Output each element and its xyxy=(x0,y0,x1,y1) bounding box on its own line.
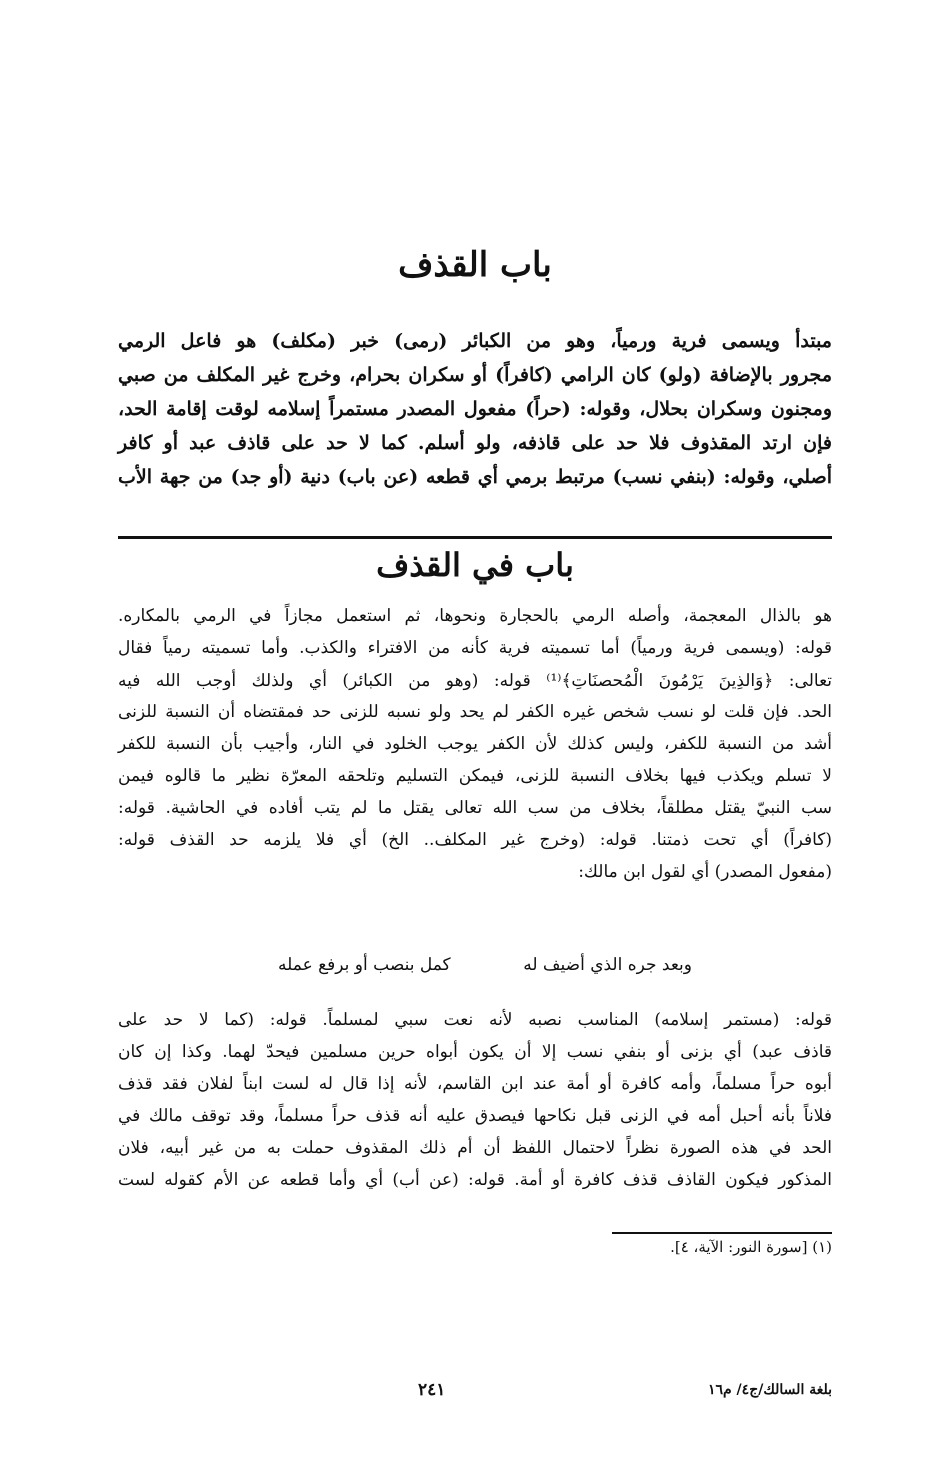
footnote-divider xyxy=(612,1232,832,1234)
text-line: سب النبيّ يقتل مطلقاً، بخلاف من سب الله تعالى يقتل ما لم يتب أفاده في الحاشية. قوله: xyxy=(118,798,832,818)
text-line: فلاناً بأنه أحبل أمه في الزنى قبل نكاحها فيصدق عليه أنه قذف حراً مسلماً، وقد توقف مالك في xyxy=(118,1106,832,1126)
text-line: أبوه حراً مسلماً، وأمه كافرة أو أمة عند ابن القاسم، لأنه إذا قال له لست ابناً لفلان فقد قذف xyxy=(118,1074,832,1094)
verse-first-hemistich: وبعد جره الذي أضيف له xyxy=(523,955,692,975)
text-line: لا تسلم ويكذب فيها بخلاف النسبة للزنى، فيمكن التسليم وتلحقه المعرّة نظير ما قالوه فيمن xyxy=(118,766,832,786)
text-line: قوله: (ويسمى فرية ورمياً) أما تسميته فرية كأنه من الافتراء والكذب. وأما تسميته رمياً فقال xyxy=(118,638,832,658)
text-line: تعالى: ﴿وَالذِينَ يَرْمُونَ الْمُحصنَاتِ﴾⁽¹⁾ قوله: (وهو من الكبائر) أي ولذلك أوجب الله فيه xyxy=(118,671,832,691)
text-line: أشد من النسبة للكفر، وليس كذلك لأن الكفر يوجب الخلود في النار، وأجيب بأن النسبة للكفر xyxy=(118,734,832,754)
text-line: الحد. فإن قلت لو نسب شخص غيره الكفر لم يحد ولو نسبه للزنى حد فمقتضاه أن النسبة للزنى xyxy=(118,702,832,722)
text-line: (كافراً) أي تحت ذمتنا. قوله: (وخرج غير المكلف.. الخ) أي فلا يلزمه حد القذف قوله: xyxy=(118,830,832,850)
text-line: هو بالذال المعجمة، وأصله الرمي بالحجارة ونحوها، ثم استعمل مجازاً في الرمي بالمكاره. xyxy=(118,606,832,626)
section-divider xyxy=(118,536,832,539)
text-line: قوله: (مستمر إسلامه) المناسب نصبه لأنه نعت سبي لمسلماً. قوله: (كما لا حد على xyxy=(118,1010,832,1030)
text-line: أصلي، وقوله: (بنفي نسب) مرتبط برمي أي قطعه (عن باب) دنية (أو جد) من جهة الأب xyxy=(118,466,832,488)
main-title: باب القذف xyxy=(398,245,552,285)
text-line: المذكور فيكون القاذف قذف كافرة أو أمة. قوله: (عن أب) أي وأما قطعه عن الأم كقوله لست xyxy=(118,1170,832,1190)
printer-signature: بلغة السالك/ج٤/ م١٦ xyxy=(707,1382,832,1398)
text-line: فإن ارتد المقذوف فلا حد على قاذفه، ولو أسلم. كما لا حد على قاذف عبد أو كافر xyxy=(118,432,832,454)
text-line: مجرور بالإضافة (ولو) كان الرامي (كافراً) أو سكران بحرام، وخرج غير المكلف من صبي xyxy=(118,364,832,386)
commentary-title: باب في القذف xyxy=(376,546,574,584)
text-line: الحد في هذه الصورة نظراً لاحتمال اللفظ أن أم ذلك المقذوف حملت به من غير أبيه، فلان xyxy=(118,1138,832,1158)
verse-second-hemistich: كمل بنصب أو برفع عمله xyxy=(278,955,451,975)
text-line: مبتدأ ويسمى فرية ورمياً، وهو من الكبائر (رمى) خبر (مكلف) هو فاعل الرمي xyxy=(118,330,832,352)
text-line: ومجنون وسكران بحلال، وقوله: (حراً) مفعول المصدر مستمراً إسلامه لوقت إقامة الحد، xyxy=(118,398,832,420)
page-number: ٢٤١ xyxy=(418,1380,446,1400)
text-line: قاذف عبد) أي بزنى أو بنفي نسب إلا أن يكون أبواه حرين مسلمين فيحدّ لهما. وكذا إن كان xyxy=(118,1042,832,1062)
footnote: (١) [سورة النور: الآية، ٤]. xyxy=(670,1238,832,1256)
text-line: (مفعول المصدر) أي لقول ابن مالك: xyxy=(578,862,832,882)
